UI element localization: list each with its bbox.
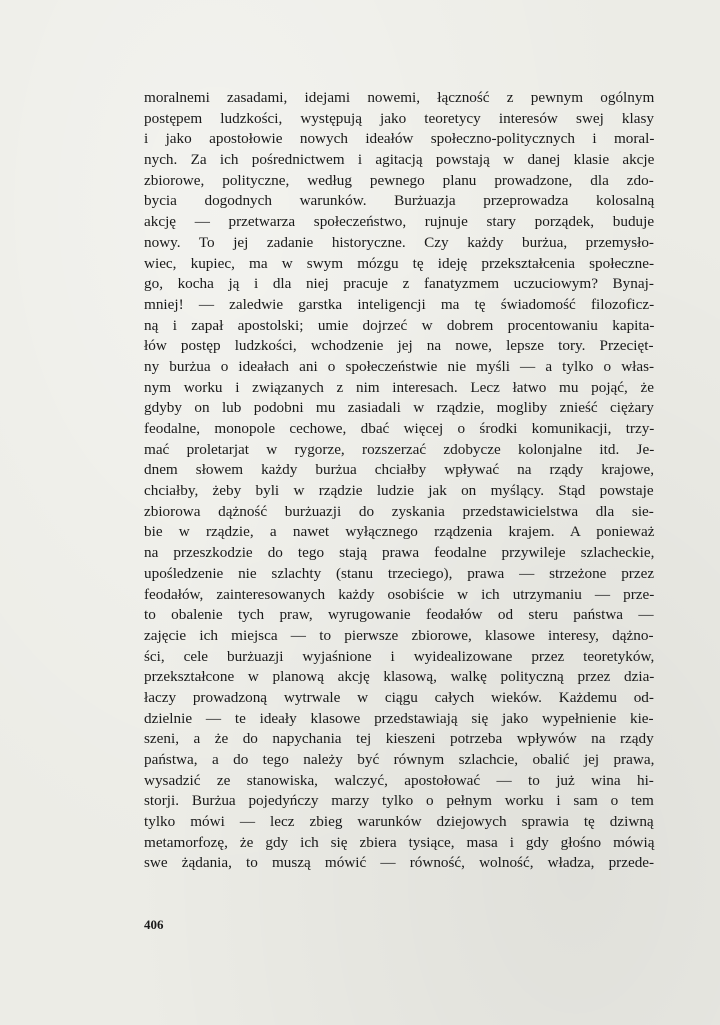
text-line: go, kocha ją i dla niej pracuje z fanatyzmem uczuciowym? Bynaj-: [144, 275, 654, 293]
text-line: ny burżua o ideałach ani o społeczeństwie nie myśli — a tylko o włas-: [144, 357, 655, 375]
text-line: wiec, kupiec, ma w swym mózgu tę ideję przekształcenia społeczne-: [144, 254, 655, 272]
page-number: 406: [144, 917, 164, 932]
text-line: i jako apostołowie nowych ideałów społeczno-politycznych i moral-: [144, 130, 655, 148]
text-line: zajęcie ich miejsca — to pierwsze zbiorowe, klasowe interesy, dążno-: [144, 626, 654, 644]
text-line: łaczy prowadzoną wytrwale w ciągu całych wieków. Każdemu od-: [144, 688, 654, 706]
text-line: mać proletarjat w rygorze, rozszerzać zdobycze kolonjalne itd. Je-: [144, 440, 655, 458]
text-line: metamorfozę, że gdy ich się zbiera tysiące, masa i gdy głośno mówią: [144, 833, 655, 851]
text-line: wysadzić ze stanowiska, walczyć, apostołować — to już wina hi-: [144, 771, 654, 789]
text-line: upośledzenie nie szlachty (stanu trzeciego), prawa — strzeżone przez: [144, 564, 655, 582]
text-line: nym worku i związanych z nim interesach. Lecz łatwo mu pojąć, że: [144, 378, 655, 396]
text-line: feodalne, monopole cechowe, dbać więcej o środki komunikacji, trzy-: [144, 420, 655, 437]
text-line: tylko mówi — lecz zbieg warunków dziejowych sprawia tę dziwną: [144, 813, 654, 831]
text-line: gdyby on lub podobni mu zasiadali w rządzie, mogliby znieść ciężary: [144, 399, 654, 417]
text-line: na przeszkodzie do tego stają prawa feodalne przywileje szlacheckie,: [144, 544, 655, 562]
text-line: postępem ludzkości, występują jako teoretycy interesów swej klasy: [144, 109, 654, 127]
text-line: chciałby, żeby byli w rządzie ludzie jak on myślący. Stąd powstaje: [144, 482, 654, 500]
text-line: państwa, a do tego należy być równym szlachcie, obalić jej prawa,: [144, 751, 655, 768]
text-line: to obalenie tych praw, wyrugowanie feodałów od steru państwa —: [144, 606, 654, 624]
text-line: szeni, a że do napychania tej kieszeni potrzeba wpływów na rządy: [144, 730, 654, 748]
text-line: ną i zapał apostolski; umie dojrzeć w dobrem procentowaniu kapita-: [144, 316, 655, 334]
text-line: dnem słowem każdy burżua chciałby wpływać na rządy krajowe,: [144, 461, 654, 479]
text-line: bie w rządzie, a nawet wyłącznego rządzenia krajem. A ponieważ: [144, 523, 655, 541]
text-line: feodałów, zainteresowanych każdy osobiście w ich utrzymaniu — prze-: [144, 585, 655, 603]
text-line: bycia dogodnych warunków. Burżuazja przeprowadza kolosalną: [144, 192, 655, 210]
text-line: dzielnie — te ideały klasowe przedstawiają się jako wypełnienie kie-: [144, 709, 654, 727]
text-line: nowy. To jej zadanie historyczne. Czy każdy burżua, przemysło-: [144, 233, 654, 251]
text-line: ści, cele burżuazji wyjaśnione i wyidealizowane przez teoretyków,: [144, 647, 655, 665]
text-line: przekształcone w planową akcję klasową, walkę polityczną przez dzia-: [144, 668, 655, 686]
text-line: swe żądania, to muszą mówić — równość, wolność, władza, przede-: [144, 854, 655, 872]
text-line: zbiorowa dążność burżuazji do zyskania przedstawicielstwa dla sie-: [144, 502, 654, 520]
text-line: mniej! — zaledwie garstka inteligencji ma tę świadomość filozoficz-: [144, 295, 655, 313]
text-line: łów postęp ludzkości, wchodzenie jej na nowe, lepsze tory. Przecięt-: [144, 337, 654, 355]
body-text: [144, 88, 654, 874]
text-line: akcję — przetwarza społeczeństwo, rujnuje stary porządek, buduje: [144, 213, 655, 231]
text-line: moralnemi zasadami, idejami nowemi, łączność z pewnym ogólnym: [144, 89, 655, 106]
text-line: storji. Burżua pojedyńczy marzy tylko o pełnym worku i sam o tem: [144, 792, 654, 810]
text-line: zbiorowe, polityczne, według pewnego planu prowadzone, dla zdo-: [144, 171, 654, 189]
text-line: nych. Za ich pośrednictwem i agitacją powstają w danej klasie akcje: [144, 151, 655, 169]
